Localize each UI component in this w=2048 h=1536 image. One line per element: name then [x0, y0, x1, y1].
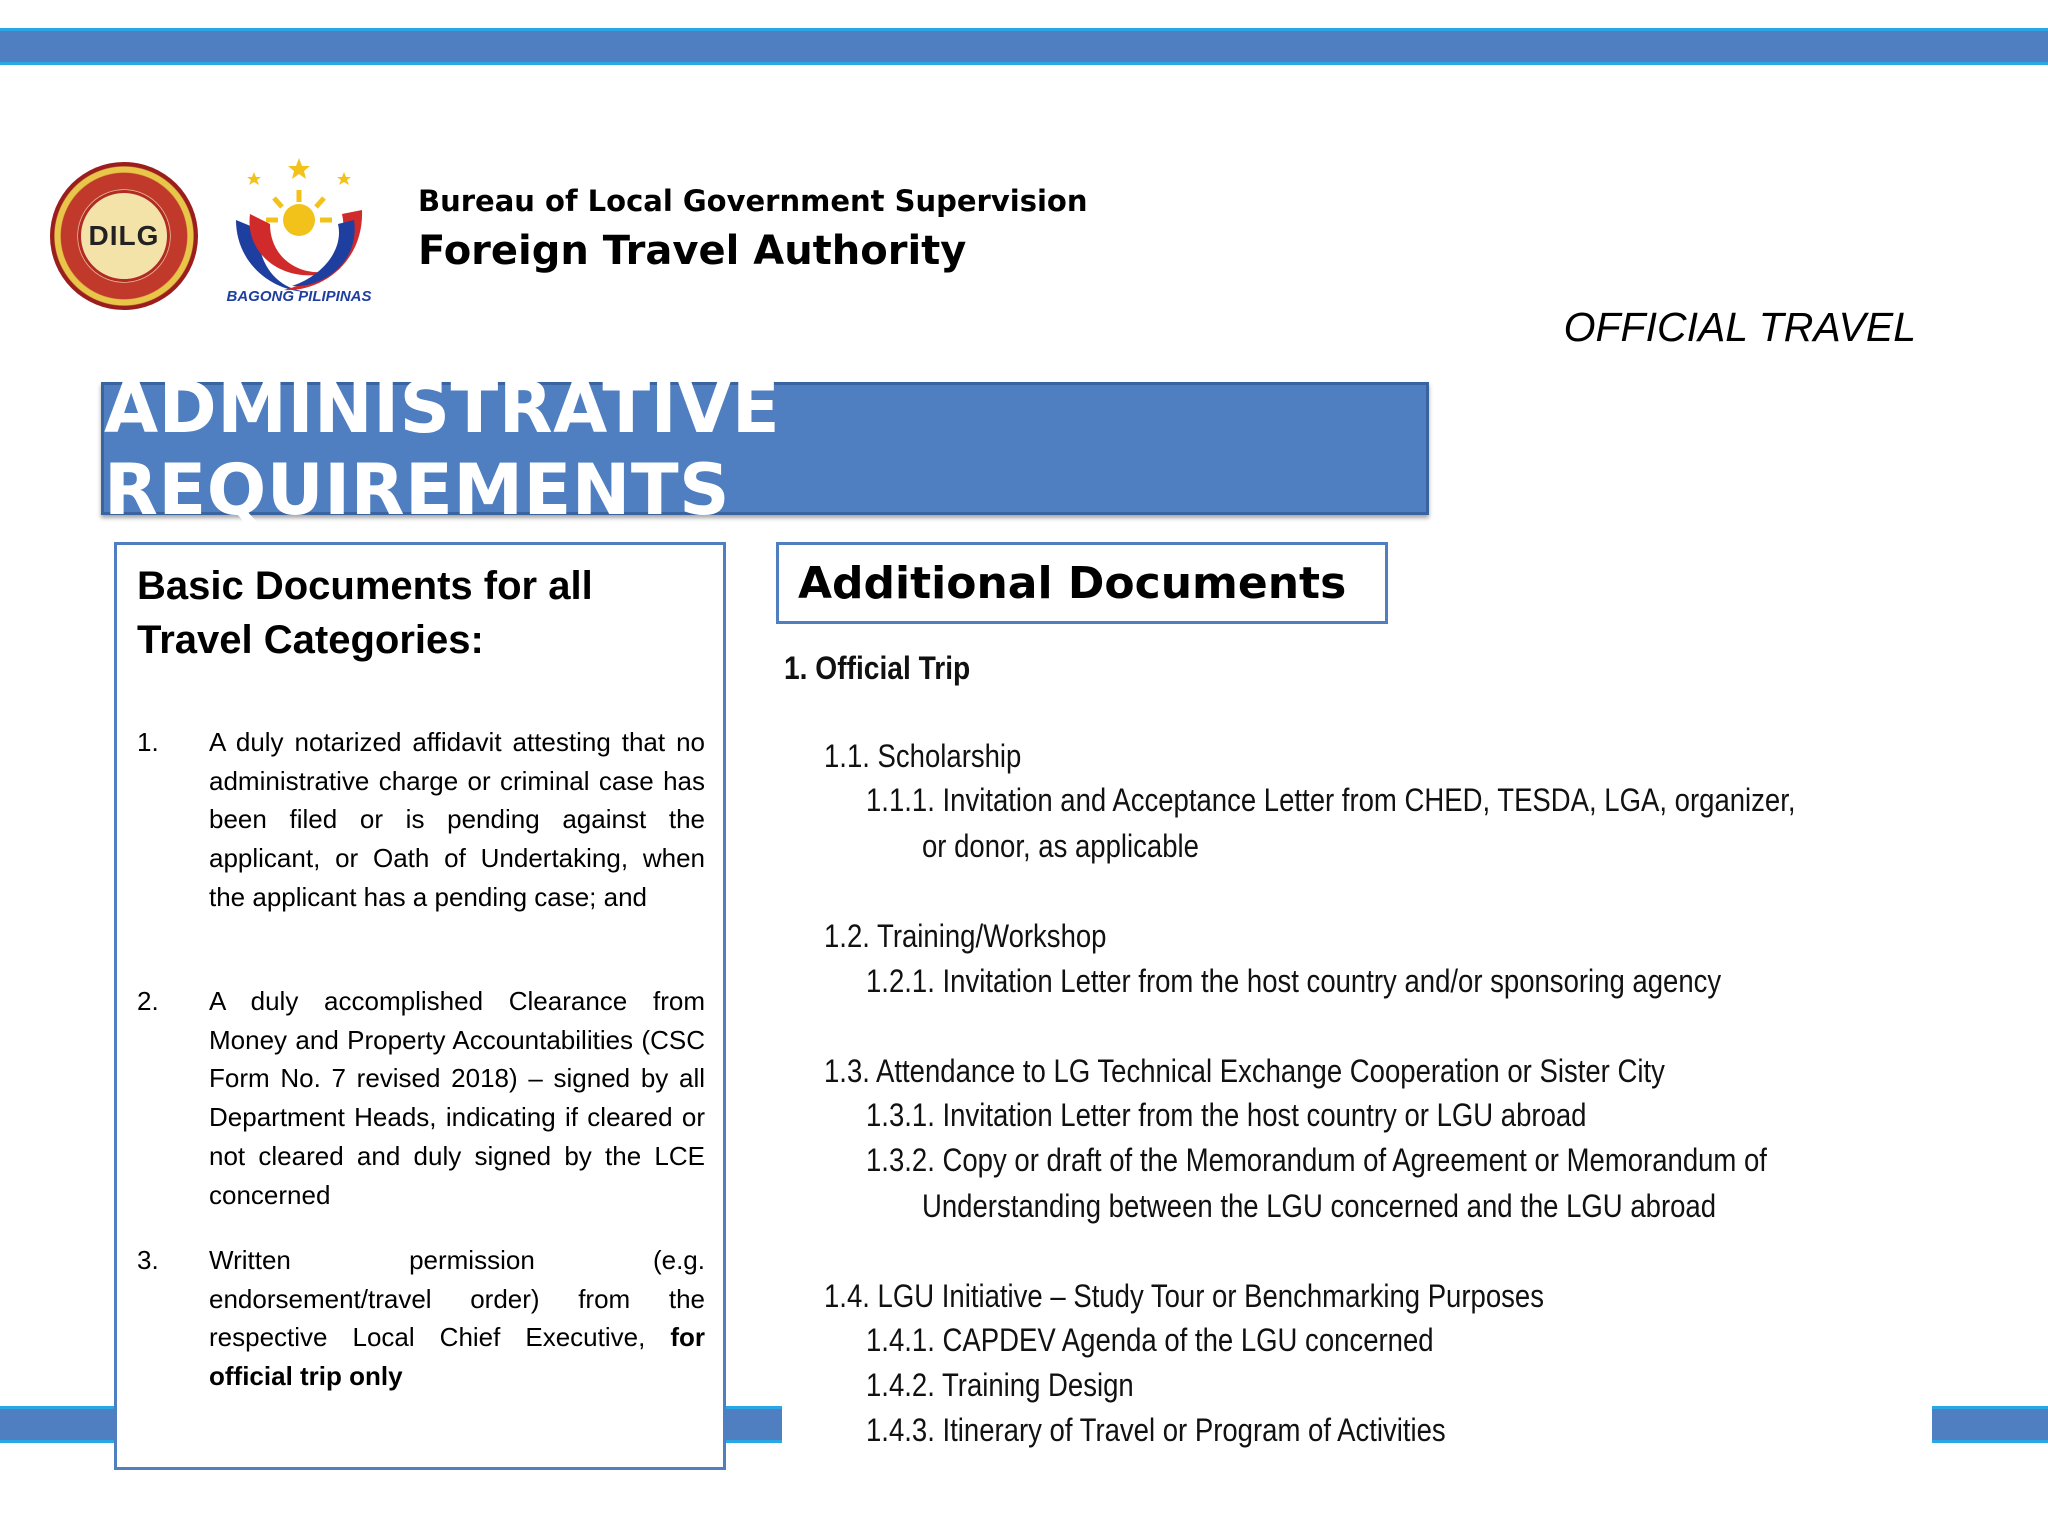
- subsection-heading: 1.1. Scholarship: [824, 738, 1022, 774]
- seal-text: DILG: [88, 220, 160, 251]
- list-item-continued: or donor, as applicable: [922, 828, 1199, 864]
- item-text-emphasis: for official trip only: [209, 1322, 705, 1392]
- bottom-band-middle: [726, 1406, 782, 1443]
- item-number: 1.: [137, 727, 159, 757]
- additional-documents-heading: Additional Documents: [798, 557, 1347, 609]
- dilg-seal-logo: [50, 162, 198, 310]
- top-band: [0, 28, 2048, 65]
- list-item: 1.3.1. Invitation Letter from the host country or LGU abroad: [866, 1097, 1587, 1133]
- bottom-band-left: [0, 1406, 120, 1443]
- section-official-trip: 1. Official Trip: [784, 650, 971, 686]
- basic-documents-box: [114, 542, 726, 1470]
- item-text-main: Written permission (e.g. endorsement/travel order) from the respective Local Chief Executive,: [209, 1245, 705, 1353]
- basic-documents-heading: Basic Documents for all Travel Categories:: [137, 564, 593, 662]
- list-item: 1.4.3. Itinerary of Travel or Program of Activities: [866, 1412, 1446, 1448]
- bagong-pilipinas-logo: [214, 150, 384, 310]
- list-item: [137, 1241, 705, 1396]
- subsection-heading: 1.3. Attendance to LG Technical Exchange Cooperation or Sister City: [824, 1053, 1665, 1089]
- list-item: 1.4.1. CAPDEV Agenda of the LGU concerned: [866, 1322, 1434, 1358]
- org-line2: Foreign Travel Authority: [418, 228, 967, 274]
- list-item: [137, 723, 705, 917]
- list-item: 1.2.1. Invitation Letter from the host country and/or sponsoring agency: [866, 963, 1722, 999]
- list-item: 1.3.2. Copy or draft of the Memorandum of Agreement or Memorandum of: [866, 1142, 1767, 1178]
- logo2-label: BAGONG PILIPINAS: [226, 288, 372, 305]
- list-item-continued: Understanding between the LGU concerned and the LGU abroad: [922, 1188, 1717, 1224]
- travel-category: OFFICIAL TRAVEL: [1563, 304, 1916, 350]
- additional-documents-box: [776, 542, 1388, 624]
- list-item: 1.4.2. Training Design: [866, 1367, 1134, 1403]
- subsection-heading: 1.2. Training/Workshop: [824, 918, 1107, 954]
- item-text: A duly accomplished Clearance from Money and Property Accountabilities (CSC Form No. 7 revised 2018) – signed by all Department Heads, indicating if cleared or not cleared and duly signed by the LCE concerned: [209, 986, 705, 1210]
- page-title: ADMINISTRATIVE REQUIREMENTS: [104, 366, 781, 531]
- item-text: [209, 1241, 705, 1396]
- list-item: 1.1.1. Invitation and Acceptance Letter from CHED, TESDA, LGA, organizer,: [866, 782, 1796, 818]
- list-item: [137, 982, 705, 1214]
- item-number: 3.: [137, 1245, 159, 1275]
- item-number: 2.: [137, 986, 159, 1016]
- page-title-banner: [101, 366, 1429, 531]
- item-text: A duly notarized affidavit attesting that no administrative charge or criminal case has been filed or is pending against the applicant, or Oath of Undertaking, when the applicant has a pending case; and: [209, 727, 705, 912]
- org-line1: Bureau of Local Government Supervision: [418, 184, 1088, 218]
- subsection-heading: 1.4. LGU Initiative – Study Tour or Benchmarking Purposes: [824, 1278, 1544, 1314]
- bottom-band-right: [1932, 1406, 2048, 1443]
